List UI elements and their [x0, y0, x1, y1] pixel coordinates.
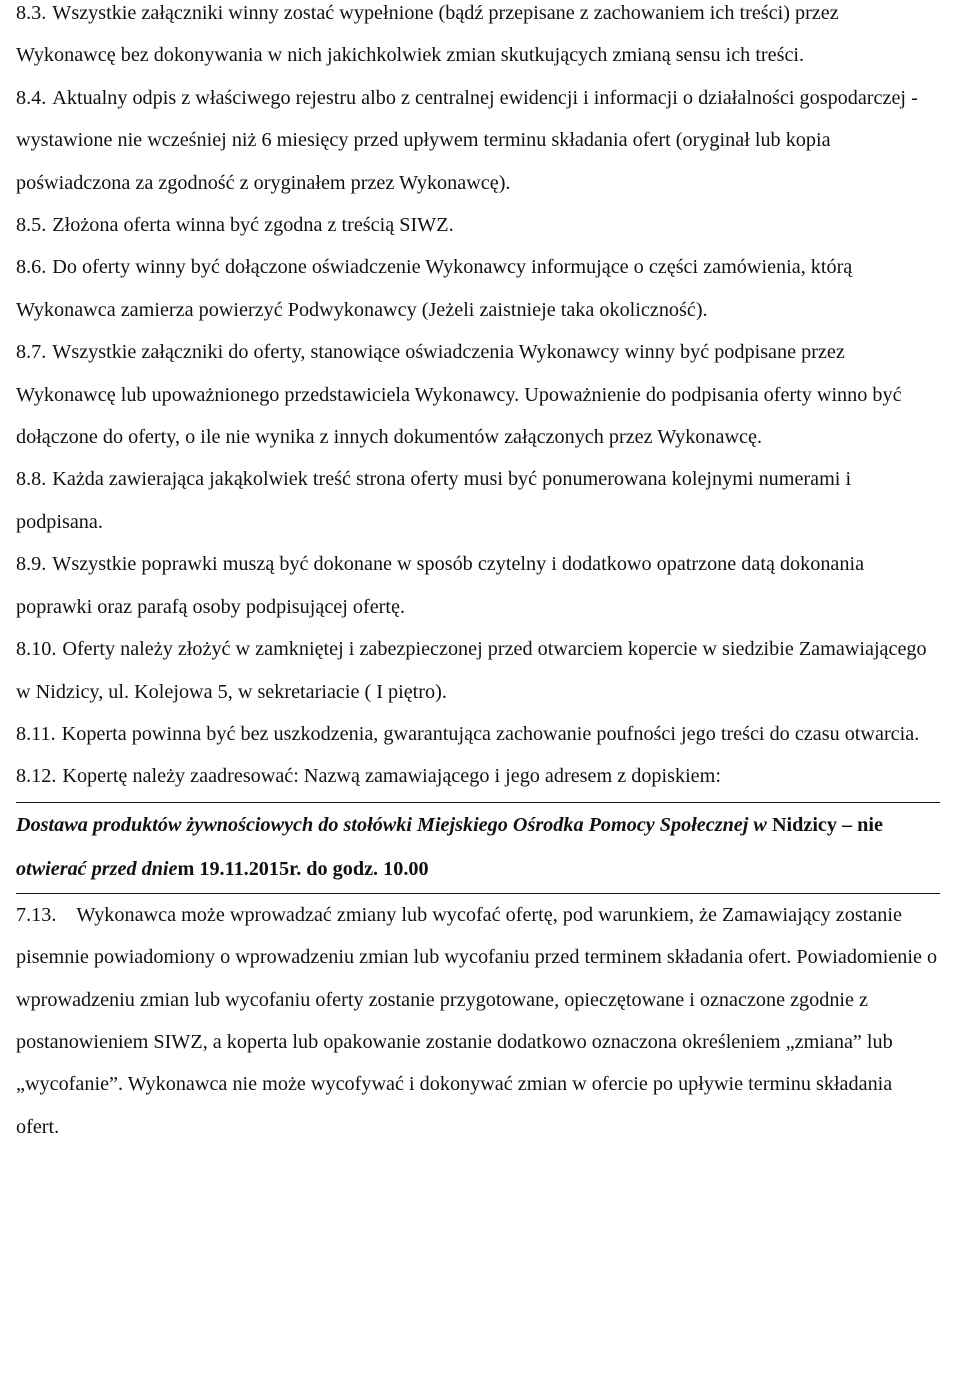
- paragraph-number: 8.3.: [16, 2, 47, 24]
- paragraph-8-5: [16, 204, 940, 246]
- paragraph-number: 8.4.: [16, 86, 47, 109]
- paragraph-number: 8.6.: [16, 256, 47, 279]
- paragraph-8-6: [16, 246, 940, 331]
- paragraph-8-8: [16, 458, 940, 543]
- paragraph-text: Aktualny odpis z właściwego rejestru albo z centralnej ewidencji i informacji o działalności gospodarczej - wystawione nie wcześniej niż 6 miesięcy przed upływem terminu składania ofert (oryginał lub kopia poświadczona za zgodność z oryginałem przez Wykonawcę).: [16, 86, 918, 194]
- paragraph-text: Wszystkie załączniki do oferty, stanowiące oświadczenia Wykonawcy winny być podpisane przez Wykonawcę lub upoważnionego przedstawiciela Wykonawcy. Upoważnienie do podpisania oferty winno być dołączone do oferty, o ile nie wynika z innych dokumentów załączonych przez Wykonawcę.: [16, 341, 902, 449]
- paragraph-number: 8.8.: [16, 468, 47, 491]
- paragraph-8-11: [16, 713, 940, 755]
- inscription-italic-line: Dostawa produktów żywnościowych do stołówki Miejskiego Ośrodka Pomocy Społecznej w: [16, 813, 767, 836]
- paragraph-8-4: [16, 77, 940, 204]
- paragraph-8-10: [16, 628, 940, 713]
- paragraph-text: Do oferty winny być dołączone oświadczenie Wykonawcy informujące o części zamówienia, którą Wykonawca zamierza powierzyć Podwykonawcy (Jeżeli zaistnieje taka okoliczność).: [16, 256, 853, 321]
- paragraph-number: 8.7.: [16, 341, 47, 364]
- paragraph-number: 8.10.: [16, 638, 57, 661]
- paragraph-text: Wszystkie załączniki winny zostać wypełnione (bądź przepisane z zachowaniem ich treści) przez Wykonawcę bez dokonywania w nich jakichkolwiek zmian skutkujących zmianą sensu ich treści.: [16, 2, 839, 67]
- paragraph-text: Wszystkie poprawki muszą być dokonane w sposób czytelny i dodatkowo opatrzone datą dokonania poprawki oraz parafą osoby podpisującej ofertę.: [16, 553, 865, 618]
- paragraph-text: Wykonawca może wprowadzać zmiany lub wycofać ofertę, pod warunkiem, że Zamawiający zostanie pisemnie powiadomiony o wprowadzeniu zmian lub wycofaniu przed terminem składania ofert. Powiadomienie o wprowadzeniu zmian lub wycofaniu oferty zostanie przygotowane, opieczętowane i oznaczone zgodnie z postanowieniem SIWZ, a koperta lub opakowanie zostanie dodatkowo oznaczona określeniem „zmiana” lub „wycofanie”. Wykonawca nie może wycofywać i dokonywać zmian w ofercie po upływie terminu składania ofert.: [16, 903, 938, 1138]
- paragraph-number: 8.5.: [16, 214, 47, 237]
- paragraph-7-13: [16, 894, 940, 1148]
- paragraph-number: 8.11.: [16, 722, 56, 745]
- paragraph-8-3: [16, 0, 940, 77]
- paragraph-text: Oferty należy złożyć w zamkniętej i zabezpieczonej przed otwarciem kopercie w siedzibie Zamawiającego w Nidzicy, ul. Kolejowa 5, w sekretariacie ( I piętro).: [16, 638, 927, 703]
- inscription-date-part: m 19.11.2015r. do godz. 10.00: [177, 857, 429, 880]
- paragraph-8-12: [16, 755, 940, 797]
- inscription-plain-part: Nidzicy – nie: [771, 813, 883, 836]
- paragraph-text: Złożona oferta winna być zgodna z treścią SIWZ.: [52, 214, 454, 237]
- inscription-italic-part: otwierać przed dnie: [16, 857, 178, 880]
- envelope-inscription-box: [16, 802, 940, 894]
- paragraph-8-7: [16, 331, 940, 458]
- paragraph-number: 8.9.: [16, 553, 47, 576]
- paragraph-text: Koperta powinna być bez uszkodzenia, gwarantująca zachowanie poufności jego treści do czasu otwarcia.: [61, 722, 920, 745]
- paragraph-text: Każda zawierająca jakąkolwiek treść strona oferty musi być ponumerowana kolejnymi numerami i podpisana.: [16, 468, 852, 533]
- paragraph-text: Kopertę należy zaadresować: Nazwą zamawiającego i jego adresem z dopiskiem:: [62, 765, 721, 788]
- paragraph-8-9: [16, 543, 940, 628]
- paragraph-number: 7.13.: [16, 903, 57, 926]
- paragraph-number: 8.12.: [16, 765, 57, 788]
